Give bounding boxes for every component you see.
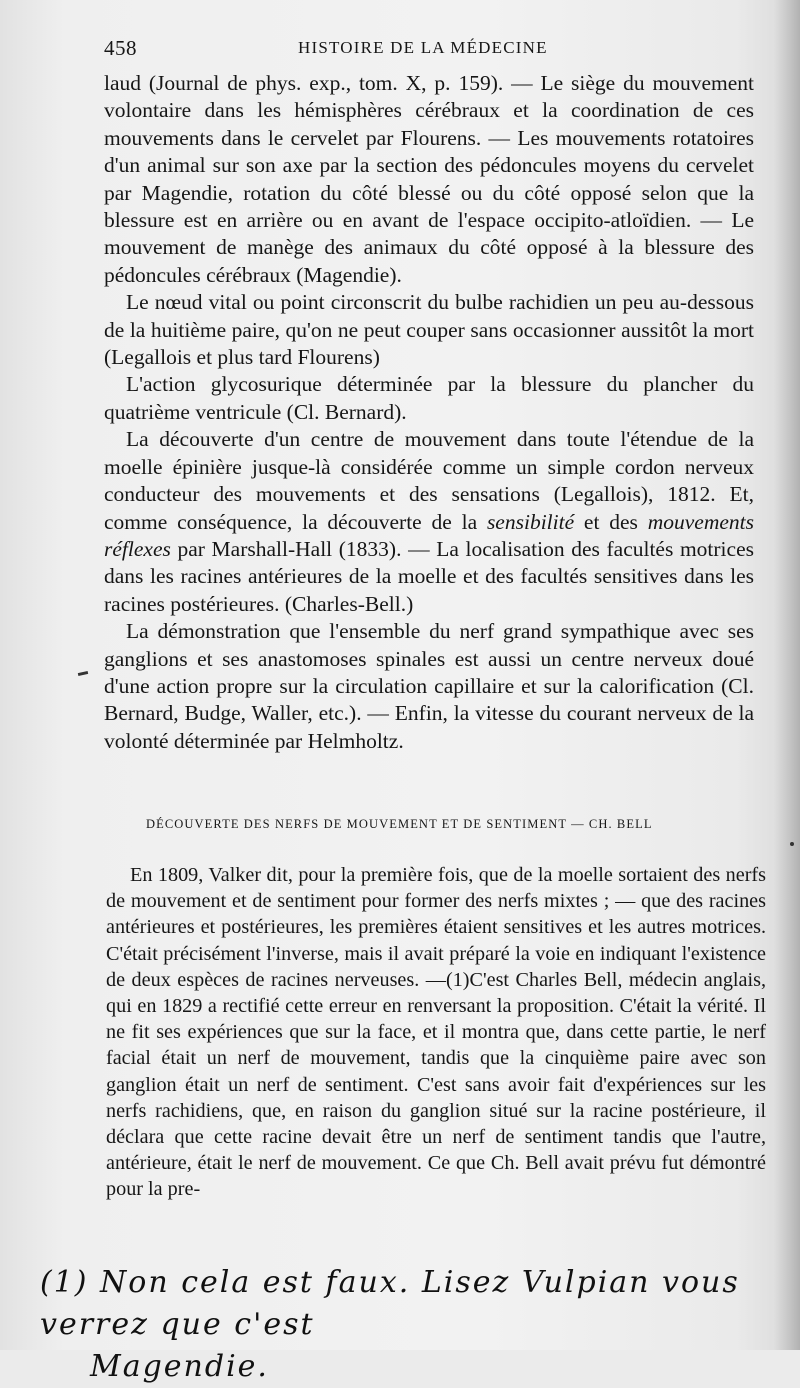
running-head: HISTOIRE DE LA MÉDECINE [298, 38, 548, 57]
handwritten-annotation [40, 1262, 780, 1384]
paragraph-glycosurique: L'action glycosurique déterminée par la blessure du plancher du quatrième ventricule (Cl. Bernard). [104, 372, 754, 424]
handwritten-line-2: Magendie. [90, 1349, 269, 1384]
paragraph-grand-sympathique: La démonstration que l'ensemble du nerf grand sympathique avec ses ganglions et ses anastomoses spinales est aussi un centre nerveux doué d'une action propre sur la circulation capillaire et sur la calorification (Cl. Bernard, Budge, Waller, etc.). — Enfin, la vitesse du courant nerveux de la volonté déterminée par Helmholtz. [104, 619, 754, 753]
page-number: 458 [104, 36, 137, 60]
italic-term-mouvements-reflexes: mouvements réflexes [104, 509, 754, 561]
italic-term-sensibilite: sensibilité [486, 509, 575, 534]
page-header [104, 36, 754, 66]
text-span: La découverte d'un centre de mouvement dans toute l'étendue de la moelle épinière jusque-là considérée comme un simple cordon nerveux conducteur des mouvements et des sensations (Legallois), 1812. Et, comme conséquence, la découverte de la [104, 427, 754, 534]
text-span: et des [574, 509, 648, 534]
paragraph-moelle-epiniere [104, 426, 754, 618]
paragraph-flourens: laud (Journal de phys. exp., tom. X, p. 159). — Le siège du mouvement volontaire dans les hémisphères cérébraux et la coordination de ces mouvements dans le cervelet par Flourens. — Les mouvements rotatoires d'un animal sur son axe par la section des pédoncules moyens du cervelet par Magendie, rotation du côté blessé ou du côté opposé selon que la blessure est en arrière ou en avant de l'espace occipito-atloïdien. — Le mouvement de manège des animaux du côté opposé à la blessure des pédoncules cérébraux (Magendie). [104, 71, 754, 287]
page-gutter-shadow [774, 0, 800, 1350]
main-text [104, 70, 754, 755]
section-text [106, 862, 766, 1203]
paragraph-noeud-vital: Le nœud vital ou point circonscrit du bulbe rachidien un peu au-dessous de la huitième paire, qu'on ne peut couper sans occasionner aussitôt la mort (Legallois et plus tard Flourens) [104, 290, 754, 370]
section-heading: DÉCOUVERTE DES NERFS DE MOUVEMENT ET DE SENTIMENT — CH. BELL [146, 817, 653, 831]
text-span: par Marshall-Hall (1833). — La localisation des facultés motrices dans les racines antérieures de la moelle et des facultés sensitives dans les racines postérieures. (Charles-Bell.) [104, 536, 754, 616]
handwritten-line-1: (1) Non cela est faux. Lisez Vulpian vous verrez que c'est [40, 1265, 740, 1342]
margin-tick-mark [78, 671, 88, 676]
margin-dot-mark [790, 842, 794, 846]
paragraph-valker-bell: En 1809, Valker dit, pour la première fois, que de la moelle sortaient des nerfs de mouvement et de sentiment pour former des nerfs mixtes ; — que des racines antérieures et postérieures, les premières étaient sensitives et les autres motrices. C'était précisément l'inverse, mais il avait préparé la voie en indiquant l'existence de deux espèces de racines nerveuses. —(1)C'est Charles Bell, médecin anglais, qui en 1829 a rectifié cette erreur en renversant la proposition. C'était la vérité. Il ne fit ses expériences que sur la face, et il montra que, dans cette partie, le nerf facial était un nerf de mouvement, tandis que la cinquième paire avec son ganglion était un nerf de sentiment. C'est sans avoir fait d'expériences sur les nerfs rachidiens, que, en raison du ganglion situé sur la racine postérieure, il déclara que cette racine devait être un nerf de sentiment tandis que l'autre, antérieure, était le nerf de mouvement. Ce que Ch. Bell avait prévu fut démontré pour la pre- [106, 864, 766, 1201]
